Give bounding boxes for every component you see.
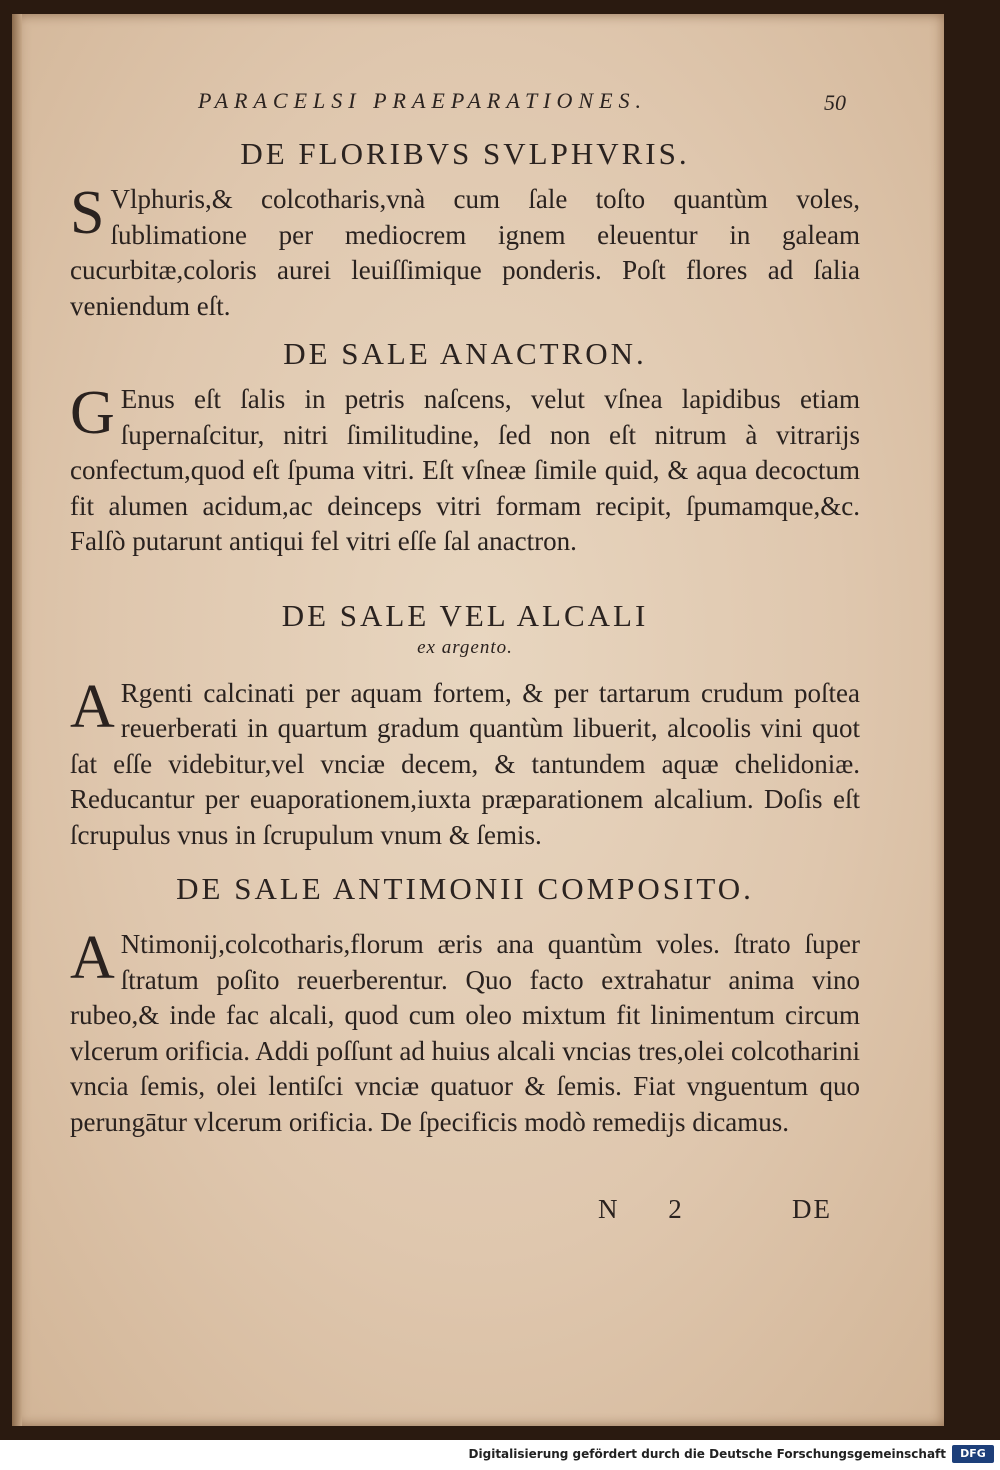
paragraph-text: Ntimonij,colcotharis,florum æris ana quantùm voles. ſtrato ſuper ſtratum poſito reuerberentur. Quo facto extrahatur anima vino rubeo,& inde fac alcali, quod cum oleo mixtum fit linimentum circum vlcerum orificia. Addi poſſunt ad huius alcali vncias tres,olei colcotharini vncia ſemis, olei lentiſci vnciæ quatuor & ſemis. Fiat vnguentum quo perungātur vlcerum orificia. De ſpecificis modò remedijs dicamus. — [70, 929, 860, 1137]
section-heading: DE FLORIBVS SVLPHVRIS. — [240, 136, 690, 171]
section-heading: DE SALE VEL ALCALI — [281, 597, 649, 633]
section-floribus-sulphuris — [70, 132, 860, 324]
section-sale-antimonii — [70, 867, 860, 1140]
section-heading: DE SALE ANTIMONII COMPOSITO. — [176, 871, 754, 906]
dfg-logo: DFG — [952, 1445, 994, 1463]
section-subheading: ex argento. — [417, 636, 513, 658]
section-paragraph — [70, 924, 860, 1140]
catch-line — [12, 1194, 944, 1230]
running-title: PARACELSI PRAEPARATIONES. — [198, 88, 648, 113]
book-page — [12, 14, 944, 1426]
section-paragraph — [70, 379, 860, 560]
catchword: DE — [792, 1194, 832, 1224]
section-paragraph — [70, 179, 860, 324]
section-heading: DE SALE ANACTRON. — [283, 336, 647, 371]
paragraph-text: Rgenti calcinati per aquam fortem, & per tartarum crudum poſtea reuerberati in quartum gradum quantùm libuerit, alcoolis vini quot ſat eſſe videbitur,vel vnciæ decem, & tantundem aquæ chelidoniæ. Reducantur per euaporationem,iuxta præparationem alcalium. Doſis eſt ſcrupulus vnus in ſcrupulum vnum & ſemis. — [70, 677, 860, 850]
paragraph-text: Vlphuris,& colcotharis,vnà cum ſale toſto quantùm voles, ſublimatione per mediocrem ignem eleuentur in galeam cucurbitæ,coloris aurei leuiſſimique ponderis. Poſt flores ad ſalia veniendum eſt. — [70, 184, 860, 321]
signature-mark: N 2 — [598, 1194, 704, 1224]
drop-cap: A — [70, 924, 115, 992]
funding-credit: Digitalisierung gefördert durch die Deutsche Forschungsgemeinschaft — [468, 1447, 946, 1461]
section-sale-anactron — [70, 332, 860, 560]
drop-cap: A — [70, 672, 115, 741]
drop-cap: G — [70, 379, 115, 447]
paragraph-text: Enus eſt ſalis in petris naſcens, velut vſnea lapidibus etiam ſupernaſcitur, nitri ſimilitudine, ſed non eſt nitrum à vitrarijs confectum,quod eſt ſpuma vitri. Eſt vſneæ ſimile quid, & aqua decoctum fit alumen acidum,ac deinceps vitri formam recipit, ſpumamque,&c. Falſò putarunt antiqui fel vitri eſſe ſal anactron. — [70, 384, 860, 556]
folio-number: 50 — [824, 90, 846, 115]
digitization-footer — [0, 1440, 1000, 1470]
page-header — [12, 88, 944, 122]
page-content — [70, 132, 860, 1140]
section-paragraph — [70, 672, 860, 854]
section-sale-alcali — [70, 594, 860, 854]
drop-cap: S — [70, 179, 105, 247]
